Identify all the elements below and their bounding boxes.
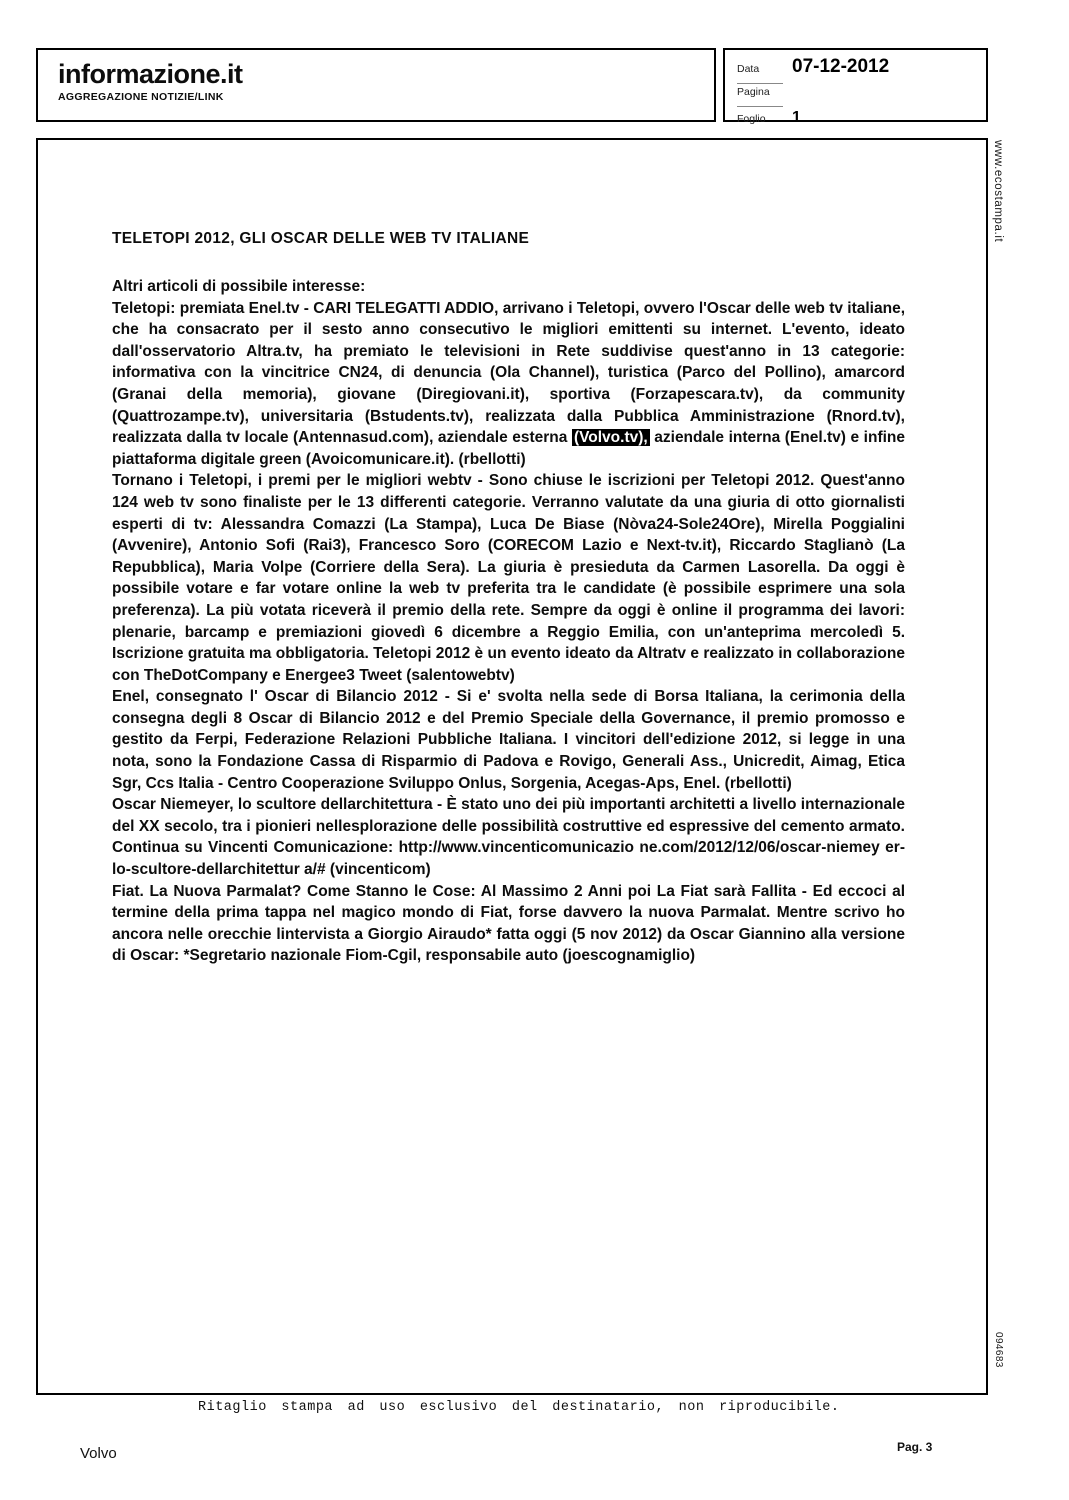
subject-label: Volvo: [80, 1445, 117, 1462]
disclaimer-line: Ritaglio stampa ad uso esclusivo del destinatario, non riproducibile.: [198, 1400, 840, 1415]
sheet-label: Foglio: [737, 113, 766, 125]
meta-row-sheet: [725, 109, 986, 131]
article-content: [112, 230, 905, 967]
paragraph-text-after-highlight: aziendale interna (Enel.tv) e infine piattaforma digitale green (Avoicomunicare.it). (rbellotti): [112, 429, 905, 468]
page-label: Pagina: [737, 86, 770, 98]
paragraph-oscar-niemeyer: Oscar Niemeyer, lo scultore dellarchitettura - È stato uno dei più importanti architetti a livello internazionale del XX secolo, tra i pionieri nellesplorazione delle possibilità costruttive ed espressive del cemento armato. Continua su Vincenti Comunicazione: http://www.vincenticomunicazio ne.com/2012/12/06/oscar-niemey er-lo-scultore-dellarchitettur a/# (vincenticom): [112, 796, 905, 879]
paragraph-oscar-bilancio: Enel, consegnato l' Oscar di Bilancio 2012 - Si e' svolta nella sede di Borsa Italiana, la cerimonia della consegna degli 8 Oscar di Bilancio 2012 e del Premio Speciale della Governance, il premio promosso e gestito da Ferpi, Federazione Relazioni Pubbliche Italiana. I vincitori dell'edizione 2012, si legge in una nota, sono la Fondazione Cassa di Risparmio di Padova e Rovigo, Generali Ass., Unicredit, Aimag, Etica Sgr, Ccs Italia - Centro Cooperazione Sviluppo Onlus, Sorgenia, Acegas-Aps, Enel. (rbellotti): [112, 688, 905, 792]
paragraph-fiat-parmalat: Fiat. La Nuova Parmalat? Come Stanno le Cose: Al Massimo 2 Anni poi La Fiat sarà Fallita - Ed eccoci al termine della prima tappa nel magico mondo di Fiat, forse davvero la nuova Parmalat. Mentre scrivo ho ancora nelle orecchie lintervista a Giorgio Airaudo* fatta oggi (5 nov 2012) da Oscar Giannino alla versione di Oscar: *Segretario nazionale Fiom-Cgil, responsabile auto (joescognamiglio): [112, 882, 905, 965]
logo-subtitle: AGGREGAZIONE NOTIZIE/LINK: [58, 91, 224, 103]
paragraph-tornano-teletopi: Tornano i Teletopi, i premi per le migliori webtv - Sono chiuse le iscrizioni per Teletopi 2012. Quest'anno 124 web tv sono finaliste per le 13 differenti categorie. Verranno valutate da una giuria di otto giornalisti esperti di tv: Alessandra Comazzi (La Stampa), Luca De Biase (Nòva24-Sole24Ore), Mirella Poggialini (Avvenire), Antonio Sofi (Rai3), Francesco Soro (CORECOM Lazio e Next-tv.it), Riccardo Staglianò (La Repubblica), Maria Volpe (Corriere della Sera). La giuria è presieduta da Carmen Lasorella. Da oggi è possibile votare e far votare online la web tv preferita tra le candidate (è possibile esprimere una sola preferenza). La più votata riceverà il premio della rete. Sempre da oggi è online il programma dei lavori: plenarie, barcamp e premiazioni giovedì 6 dicembre a Reggio Emilia, con un'anteprima mercoledì 5. Iscrizione gratuita ma obbligatoria. Teletopi 2012 è un evento ideato da Altratv e realizzato in collaborazione con TheDotCompany e Energee3 Tweet (salentowebtv): [112, 472, 905, 684]
masthead-box: [36, 48, 716, 122]
date-value: 07-12-2012: [792, 56, 890, 77]
date-label: Data: [737, 63, 760, 75]
article-body: [112, 276, 905, 967]
page-number: Pag. 3: [897, 1440, 933, 1454]
clipping-code-vertical: 094683: [993, 1332, 1004, 1368]
sheet-value: 1: [792, 109, 801, 126]
article-title: TELETOPI 2012, GLI OSCAR DELLE WEB TV ITALIANE: [112, 230, 530, 247]
meta-divider: [737, 83, 783, 84]
article-frame: [36, 138, 988, 1395]
article-intro: Altri articoli di possibile interesse:: [112, 278, 366, 295]
paragraph-teletopi-premiata: [112, 298, 905, 471]
meta-divider: [737, 106, 783, 107]
meta-box: [723, 48, 988, 126]
paragraph-text-before-highlight: Teletopi: premiata Enel.tv - CARI TELEGATTI ADDIO, arrivano i Teletopi, ovvero l'Oscar delle web tv italiane, che ha consacrato per il sesto anno consecutivo le migliori emittenti su internet. L'evento, ideato dall'osservatorio Altra.tv, ha premiato le televisioni in Rete suddivise quest'anno in 13 categorie: informativa con la vincitrice CN24, di denuncia (Ola Channel), turistica (Parco del Pollino), amarcord (Granai della memoria), giovane (Diregiovani.it), sportiva (Forzapescara.tv), da community (Quattrozampe.tv), universitaria (Bstudents.tv), realizzata dalla Pubblica Amministrazione (Rnord.tv), realizzata dalla tv locale (Antennasud.com), aziendale esterna: [112, 299, 905, 447]
meta-row-date: [725, 56, 986, 82]
ecostampa-url-vertical: www.ecostampa.it: [992, 140, 1004, 243]
meta-row-page: [725, 86, 986, 105]
volvo-highlight: (Volvo.tv),: [573, 429, 648, 447]
informazione-logo: informazione.it: [58, 59, 243, 89]
